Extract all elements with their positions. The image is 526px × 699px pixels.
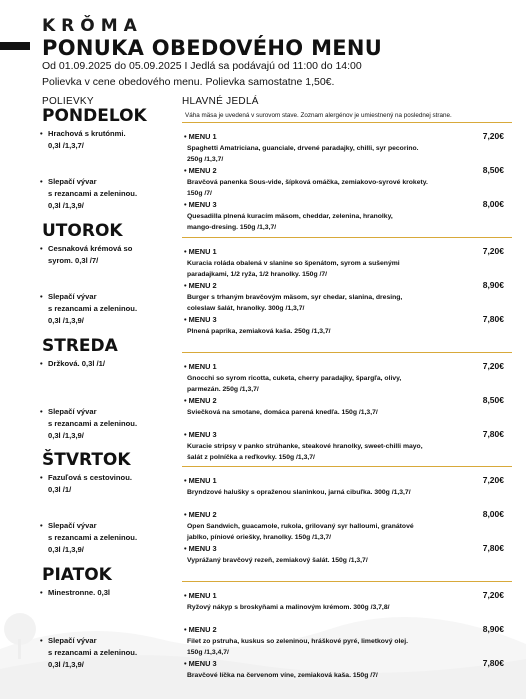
soup-name <box>40 243 132 255</box>
menu-price: 7,80€ <box>482 429 504 439</box>
menu-price: 7,20€ <box>482 246 504 256</box>
soup-item <box>40 472 132 496</box>
soup-item <box>40 243 132 267</box>
soup-line: Slepačí vývar <box>48 292 97 301</box>
date-range: Od 01.09.2025 do 05.09.2025 I Jedlá sa podávajú od 11:00 do 14:00 <box>42 60 362 72</box>
menu-price: 7,20€ <box>482 590 504 600</box>
soup-line: s rezancami a zeleninou. <box>48 189 138 198</box>
description-line: jablko, píniové oriešky, hranolky. 150g /1,3,7/ <box>187 533 332 541</box>
description-line: 150g /7/ <box>187 189 212 197</box>
soup-line: 0,3l /1,3,9/ <box>48 316 84 325</box>
soup-item <box>40 520 137 556</box>
description-line: Filet zo pstruha, kuskus so zeleninou, hráškové pyré, limetkový olej. <box>187 638 408 645</box>
bullet-icon: • <box>40 636 43 645</box>
soup-name <box>40 472 132 484</box>
soup-item <box>40 587 110 599</box>
soups-column-header: POLIEVKY <box>42 96 94 107</box>
menu-price: 7,80€ <box>482 314 504 324</box>
menu-description <box>187 178 472 199</box>
mains-column-header: HLAVNÉ JEDLÁ <box>182 96 259 107</box>
menu-label: • MENU 3 <box>184 430 217 439</box>
bullet-icon: • <box>40 177 43 186</box>
soup-line: s rezancami a zeleninou. <box>48 304 138 313</box>
menu-description <box>187 374 472 395</box>
description-line: Spaghetti Amatriciana, guanciale, drvené paradajky, chilli, syr pecorino. <box>187 145 419 152</box>
soup-line: Slepačí vývar <box>48 636 97 645</box>
description-line: Ryžový nákyp s broskyňami a malinovým krémom. 300g /3,7,8/ <box>187 604 390 611</box>
menu-price: 8,50€ <box>482 395 504 405</box>
menu-label: • MENU 1 <box>184 476 217 485</box>
soup-name <box>40 635 137 647</box>
menu-label: • MENU 2 <box>184 396 217 405</box>
soup-line: 0,3l /1,3,9/ <box>48 201 84 210</box>
soup-line: Držková. 0,3l /1/ <box>48 359 105 368</box>
day-heading: ŠTVRTOK <box>42 450 131 470</box>
menu-description <box>187 327 472 338</box>
brand-logo: KRǑMA <box>42 16 143 36</box>
description-line: Sviečková na smotane, domáca parená knedľa. 150g /1,3,7/ <box>187 409 378 416</box>
bullet-icon: • <box>40 359 43 368</box>
soup-item <box>40 128 126 152</box>
description-line: mango-dresing. 150g /1,3,7/ <box>187 223 277 231</box>
soup-name <box>40 176 137 188</box>
menu-label: • MENU 3 <box>184 544 217 553</box>
menu-description <box>187 144 472 165</box>
bullet-icon: • <box>40 521 43 530</box>
soup-line: 0,3l /1,3,7/ <box>48 141 84 150</box>
menu-price: 7,20€ <box>482 131 504 141</box>
description-line: parmezán. 250g /1,3,7/ <box>187 385 259 393</box>
day-heading: PIATOK <box>42 565 112 585</box>
menu-price: 8,00€ <box>482 509 504 519</box>
title-accent-bar <box>0 42 30 50</box>
soup-item <box>40 291 137 327</box>
soup-line: syrom. 0,3l /7/ <box>48 256 99 265</box>
soup-line: Hrachová s krutónmi. <box>48 129 126 138</box>
description-line: Gnocchi so syrom ricotta, cuketa, cherry paradajky, špargľa, olivy, <box>187 375 402 382</box>
day-heading: STREDA <box>42 336 118 356</box>
soup-line: 0,3l /1,3,9/ <box>48 431 84 440</box>
menu-price: 7,80€ <box>482 658 504 668</box>
menu-price: 7,20€ <box>482 361 504 371</box>
description-line: Plnená paprika, zemiaková kaša. 250g /1,3,7/ <box>187 328 331 335</box>
menu-label: • MENU 3 <box>184 200 217 209</box>
bullet-icon: • <box>40 244 43 253</box>
bullet-icon: • <box>40 407 43 416</box>
page-title: PONUKA OBEDOVÉHO MENU <box>42 36 383 60</box>
menu-label: • MENU 1 <box>184 362 217 371</box>
menu-description <box>187 637 472 658</box>
bullet-icon: • <box>40 129 43 138</box>
description-line: coleslaw šalát, hranolky. 300g /1,3,7/ <box>187 304 305 312</box>
day-divider <box>182 237 512 238</box>
menu-label: • MENU 1 <box>184 247 217 256</box>
soup-line: Slepačí vývar <box>48 521 97 530</box>
menu-label: • MENU 3 <box>184 659 217 668</box>
bullet-icon: • <box>40 292 43 301</box>
bullet-icon: • <box>40 588 43 597</box>
soup-line: s rezancami a zeleninou. <box>48 533 138 542</box>
description-line: Kuracie stripsy v panko strúhanke, steakové hranolky, sweet-chilli mayo, <box>187 443 423 450</box>
description-line: Burger s trhaným bravčovým mäsom, syr chedar, slanina, dresing, <box>187 294 403 301</box>
menu-label: • MENU 2 <box>184 510 217 519</box>
menu-label: • MENU 1 <box>184 591 217 600</box>
soup-line: 0,3l /1,3,9/ <box>48 545 84 554</box>
day-divider <box>182 122 512 123</box>
menu-label: • MENU 2 <box>184 166 217 175</box>
bullet-icon: • <box>40 473 43 482</box>
description-line: Quesadilla plnená kuracím mäsom, cheddar, zelenina, hranolky, <box>187 213 393 220</box>
description-line: Vyprážaný bravčový rezeň, zemiakový šalát. 150g /1,3,7/ <box>187 557 368 564</box>
menu-description <box>187 522 472 543</box>
soup-line: 0,3l /1,3,9/ <box>48 660 84 669</box>
menu-description <box>187 556 472 567</box>
menu-description <box>187 293 472 314</box>
soup-line: 0,3l /1/ <box>48 485 72 494</box>
description-line: Open Sandwich, guacamole, rukola, grilovaný syr halloumi, granátové <box>187 523 414 530</box>
weight-note: Váha mäsa je uvedená v surovom stave. Zoznam alergénov je umiestnený na poslednej strane. <box>185 112 452 119</box>
menu-price: 8,90€ <box>482 624 504 634</box>
menu-description <box>187 212 472 233</box>
soup-name <box>40 358 105 370</box>
soup-item <box>40 176 137 212</box>
description-line: paradajkami, 1/2 ryža, 1/2 hranolky. 150g /7/ <box>187 270 328 278</box>
menu-label: • MENU 2 <box>184 281 217 290</box>
menu-price: 7,80€ <box>482 543 504 553</box>
menu-description <box>187 671 472 682</box>
day-heading: UTOROK <box>42 221 123 241</box>
soup-name <box>40 291 137 303</box>
description-line: šalát z polníčka a reďkovky. 150g /1,3,7/ <box>187 453 315 461</box>
menu-price: 8,90€ <box>482 280 504 290</box>
soup-line: Minestronne. 0,3l <box>48 588 111 597</box>
menu-description <box>187 488 472 499</box>
description-line: 150g /1,3,4,7/ <box>187 648 229 656</box>
description-line: 250g /1,3,7/ <box>187 155 224 163</box>
menu-description <box>187 259 472 280</box>
menu-price: 7,20€ <box>482 475 504 485</box>
menu-description <box>187 408 472 419</box>
menu-price: 8,50€ <box>482 165 504 175</box>
day-heading: PONDELOK <box>42 106 147 126</box>
description-line: Kuracia roláda obalená v slanine so špenátom, syrom a sušenými <box>187 260 400 267</box>
description-line: Bravčová panenka Sous-vide, šípková omáčka, zemiakovo-syrové krokety. <box>187 179 428 186</box>
soup-price-note: Polievka v cene obedového menu. Polievka samostatne 1,50€. <box>42 76 335 88</box>
soup-name <box>40 587 110 599</box>
soup-line: Fazuľová s cestovinou. <box>48 473 132 482</box>
menu-description <box>187 442 472 463</box>
day-divider <box>182 352 512 353</box>
soup-line: Slepačí vývar <box>48 177 97 186</box>
soup-name <box>40 520 137 532</box>
description-line: Bravčové líčka na červenom víne, zemiaková kaša. 150g /7/ <box>187 672 378 679</box>
menu-description <box>187 603 472 614</box>
soup-item <box>40 635 137 671</box>
soup-name <box>40 128 126 140</box>
soup-line: s rezancami a zeleninou. <box>48 419 138 428</box>
day-divider <box>182 581 512 582</box>
soup-line: Cesnaková krémová so <box>48 244 133 253</box>
soup-name <box>40 406 137 418</box>
day-divider <box>182 466 512 467</box>
menu-label: • MENU 3 <box>184 315 217 324</box>
soup-line: s rezancami a zeleninou. <box>48 648 138 657</box>
menu-label: • MENU 1 <box>184 132 217 141</box>
soup-line: Slepačí vývar <box>48 407 97 416</box>
soup-item <box>40 358 105 370</box>
menu-price: 8,00€ <box>482 199 504 209</box>
description-line: Bryndzové halušky s opraženou slaninkou, jarná cibuľka. 300g /1,3,7/ <box>187 489 411 496</box>
menu-label: • MENU 2 <box>184 625 217 634</box>
soup-item <box>40 406 137 442</box>
